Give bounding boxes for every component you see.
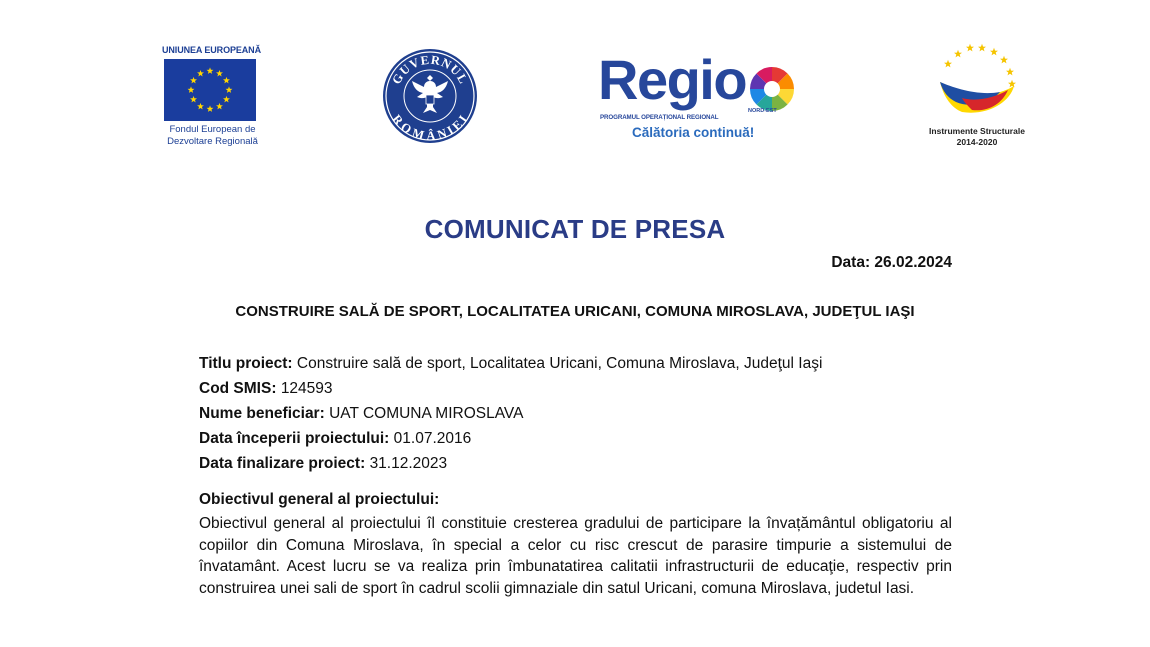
star-icon: [1000, 56, 1008, 64]
regio-wordmark: Regio: [598, 48, 747, 111]
eu-logo-bottom-line2: Dezvoltare Regională: [167, 136, 258, 147]
regio-region-text: NORD-EST: [748, 108, 777, 114]
info-label: Nume beneficiar:: [199, 405, 325, 422]
structural-instruments-flag-icon: [918, 42, 1036, 126]
objective-section: [199, 489, 952, 599]
structural-instruments-logo: [918, 42, 1036, 150]
date-label: Data:: [831, 254, 871, 271]
government-seal-bottom-text: ROMÂNIEI: [389, 112, 471, 143]
info-row-end-date: [199, 451, 822, 476]
info-value: Construire sală de sport, Localitatea Uricani, Comuna Miroslava, Judeţul Iaşi: [296, 355, 823, 372]
eu-logo-bottom-line1: Fondul European de: [169, 124, 256, 135]
star-icon: [944, 60, 952, 68]
structural-instruments-caption-line2: 2014-2020: [956, 137, 998, 147]
structural-instruments-caption: [918, 126, 1036, 148]
regio-color-wheel-icon: [749, 66, 795, 112]
structural-instruments-caption-line1: Instrumente Structurale: [929, 126, 1025, 136]
eu-flag-icon: [164, 59, 256, 121]
objective-title: Obiectivul general al proiectului:: [199, 491, 440, 508]
regio-tagline: Călătoria continuă!: [632, 125, 755, 140]
info-label: Data finalizare proiect:: [199, 455, 366, 472]
star-icon: [1008, 80, 1016, 88]
date-value: 26.02.2024: [874, 254, 952, 271]
info-row-start-date: [199, 426, 822, 451]
star-icon: [966, 44, 974, 52]
regio-program-text: PROGRAMUL OPERAȚIONAL REGIONAL: [600, 114, 719, 121]
document-title: COMUNICAT DE PRESA: [424, 214, 726, 244]
date-line: [831, 254, 952, 272]
info-row-beneficiary: [199, 401, 822, 426]
info-value: 124593: [280, 380, 333, 397]
eu-logo: [160, 45, 270, 150]
info-row-title: [199, 351, 822, 376]
star-icon: [990, 48, 998, 56]
government-seal-logo: [380, 45, 480, 147]
star-icon: [1006, 68, 1014, 76]
info-value: 31.12.2023: [369, 455, 448, 472]
info-label: Titlu proiect:: [199, 355, 293, 372]
info-label: Data începerii proiectului:: [199, 430, 390, 447]
project-info-list: [199, 351, 822, 476]
info-row-smis: [199, 376, 822, 401]
project-heading: CONSTRUIRE SALĂ DE SPORT, LOCALITATEA URICANI, COMUNA MIROSLAVA, JUDEŢUL IAŞI: [235, 303, 915, 320]
star-icon: [954, 50, 962, 58]
info-value: UAT COMUNA MIROSLAVA: [329, 405, 524, 422]
info-value: 01.07.2016: [393, 430, 472, 447]
info-label: Cod SMIS:: [199, 380, 277, 397]
government-seal-top-text: GUVERNUL: [389, 52, 471, 87]
eu-logo-bottom-text: [160, 124, 265, 148]
government-seal-icon: [380, 45, 480, 147]
star-icon: [978, 44, 986, 52]
logo-strip: [0, 0, 1150, 160]
objective-text: Obiectivul general al proiectului îl constituie cresterea gradului de participare la învațământul obligatoriu al copiilor din Comuna Miroslava, în special a celor cu risc crescut de parasire timpurie a sistemului de învatamânt. Acest lucru se va realiza prin îmbunatatirea calitatii infrastructurii de educaţie, respectiv prin construirea unei sali de sport în cadrul scolii gimnaziale din satul Uricani, comuna Miroslava, judetul Iasi.: [199, 515, 952, 597]
eu-logo-top-text: UNIUNEA EUROPEANĂ: [162, 45, 261, 55]
regio-logo: [598, 48, 803, 147]
